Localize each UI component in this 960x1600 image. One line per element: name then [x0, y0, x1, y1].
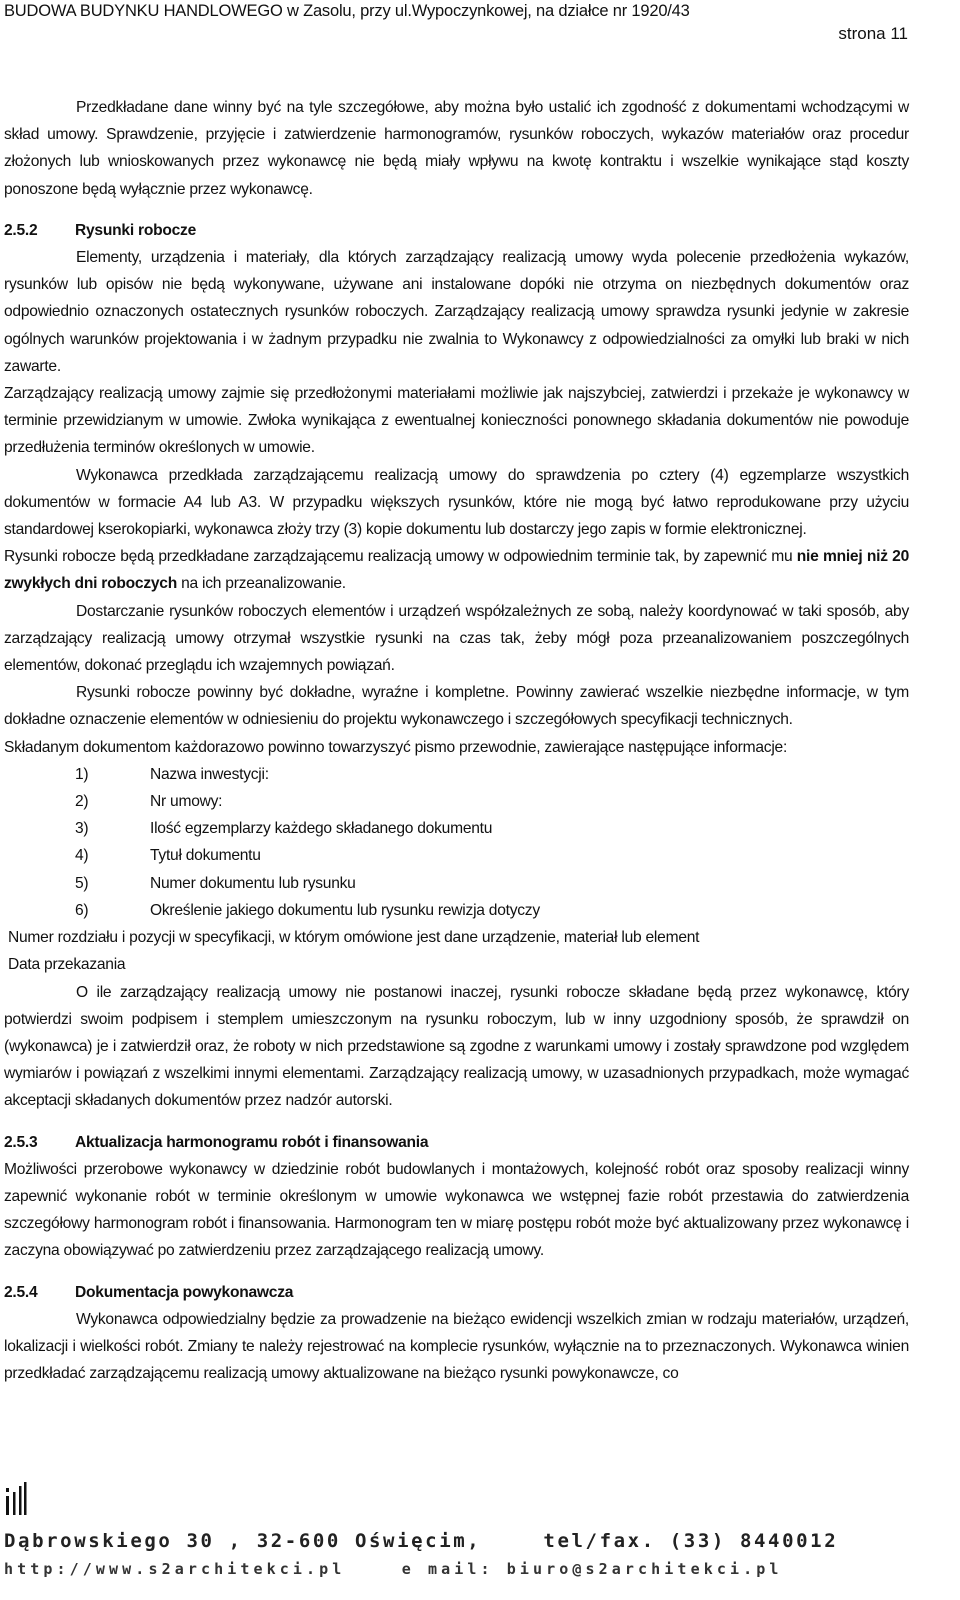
page-footer	[0, 1468, 960, 1600]
list-text: Ilość egzemplarzy każdego składanego dokumentu	[150, 820, 493, 838]
section-number: 2.5.4	[4, 1283, 38, 1301]
page-number: strona 11	[838, 24, 908, 43]
list-item	[4, 842, 909, 869]
paragraph	[4, 543, 909, 597]
footer-email-link[interactable]: e mail: biuro@s2architekci.pl	[401, 1560, 783, 1578]
list-number: 2)	[75, 793, 89, 811]
list-text: Nr umowy:	[150, 793, 223, 811]
paragraph: Wykonawca odpowiedzialny będzie za prowadzenie na bieżąco ewidencji wszelkich zmian w rodzaju materiałów, urządzeń, lokalizacji i wielkości robót. Zmiany te należy rejestrować na komplecie rysunków, wyłącznie na to przeznaczonych. Wykonawca winien przedkładać zarządzającemu realizacją umowy aktualizowane na bieżąco rysunki powykonawcze, co	[4, 1310, 909, 1383]
paragraph: Składanym dokumentom każdorazowo powinno towarzyszyć pismo przewodnie, zawierające następujące informacje:	[4, 738, 788, 756]
section-heading-2-5-2	[4, 217, 909, 244]
list-text: Numer dokumentu lub rysunku	[150, 874, 356, 892]
paragraph-text: Rysunki robocze będą przedkładane zarządzającemu realizacją umowy w odpowiednim terminie tak, by zapewnić mu	[4, 548, 797, 566]
paragraph: Wykonawca przedkłada zarządzającemu realizacją umowy do sprawdzenia po cztery (4) egzemplarze wszystkich dokumentów w formacie A4 lub A3. W przypadku większych rysunków, które nie mogą być łatwo reprodukowane przy użyciu standardowej kserokopiarki, wykonawca złoży trzy (3) kopie dokumentu lub dostarczy jego zapis w formie elektronicznej.	[4, 466, 909, 539]
footer-website-link[interactable]: http://www.s2architekci.pl	[4, 1560, 346, 1578]
list-text: Określenie jakiego dokumentu lub rysunku rewizja dotyczy	[150, 901, 540, 919]
footer-contact	[4, 1530, 838, 1552]
list-item	[4, 870, 909, 897]
paragraph: Możliwości przerobowe wykonawcy w dziedzinie robót budowlanych i montażowych, kolejność robót oraz sposoby realizacji winny zapewnić wykonanie robót w terminie określonym w umowie wykonawca we wstępnej fazie robót przestawia do zatwierdzenia szczegółowy harmonogram robót i finansowania. Harmonogram ten w miarę postępu robót może być aktualizowany przez wykonawcę i zaczyna obowiązywać po zatwierdzeniu przez zarządzającego realizacją umowy.	[4, 1160, 909, 1260]
footer-address: Dąbrowskiego 30 , 32-600 Oświęcim,	[4, 1530, 482, 1552]
list-number: 6)	[75, 901, 89, 919]
list-number: 1)	[75, 765, 89, 783]
list-number: 4)	[75, 847, 89, 865]
document-body	[4, 94, 909, 1387]
section-heading-2-5-4	[4, 1279, 909, 1306]
numbered-list	[4, 761, 909, 924]
section-title: Dokumentacja powykonawcza	[75, 1283, 294, 1301]
footer-web	[4, 1560, 782, 1578]
footer-phone: tel/fax. (33) 8440012	[543, 1530, 839, 1552]
section-title: Aktualizacja harmonogramu robót i finansowania	[75, 1133, 429, 1151]
list-extra-line: Data przekazania	[8, 956, 126, 974]
paragraph: Dostarczanie rysunków roboczych elementów i urządzeń współzależnych ze sobą, należy koordynować w taki sposób, aby zarządzający realizacją umowy otrzymał wszystkie rysunki na czas tak, żeby mógł poza przeanalizowaniem poszczególnych elementów, dokonać przeglądu ich wzajemnych powiązań.	[4, 602, 909, 675]
paragraph: O ile zarządzający realizacją umowy nie postanowi inaczej, rysunki robocze składane będą przez wykonawcę, który potwierdzi swoim podpisem i stemplem umieszczonym na rysunku roboczym, lub w inny uzgodniony sposób, że sprawdził on (wykonawca) je i zatwierdził oraz, że roboty w nich przedstawione są zgodne z warunkami umowy i zostały sprawdzone pod względem wymiarów i powiązań z wszelkimi innymi elementami. Zarządzający realizacją umowy, w uzasadnionych przypadkach, może wymagać akceptacji składanych dokumentów przez nadzór autorski.	[4, 983, 909, 1110]
list-item	[4, 815, 909, 842]
paragraph: Elementy, urządzenia i materiały, dla których zarządzający realizacją umowy wyda polecenie przedłożenia wykazów, rysunków lub opisów nie będą wykonywane, używane ani instalowane dopóki nie otrzyma on niezbędnych dokumentów oraz odpowiednio oznaczonych ostatecznych rysunków roboczych. Zarządzający realizacją umowy sprawdza rysunki jedynie w zakresie ogólnych warunków projektowania i w żadnym przypadku nie zwalnia to Wykonawcy z odpowiedzialności za omyłki lub braki w nich zawarte.	[4, 249, 909, 375]
section-title: Rysunki robocze	[75, 221, 197, 239]
paragraph-text: na ich przeanalizowanie.	[177, 575, 346, 593]
list-extra-line: Numer rozdziału i pozycji w specyfikacji, w którym omówione jest dane urządzenie, materiał lub element	[8, 929, 700, 947]
section-heading-2-5-3	[4, 1129, 909, 1156]
list-item	[4, 788, 909, 815]
list-number: 3)	[75, 820, 89, 838]
document-title: BUDOWA BUDYNKU HANDLOWEGO w Zasolu, przy ul.Wypoczynkowej, na działce nr 1920/43	[4, 2, 690, 20]
list-item	[4, 897, 909, 924]
list-text: Tytuł dokumentu	[150, 847, 261, 865]
list-number: 5)	[75, 874, 89, 892]
company-logo-icon	[4, 1482, 28, 1516]
emphasis-text: nie mniej niż 20 zwykłych dni roboczych	[4, 548, 909, 593]
section-number: 2.5.3	[4, 1133, 38, 1151]
paragraph: Rysunki robocze powinny być dokładne, wyraźne i kompletne. Powinny zawierać wszelkie niezbędne informacje, w tym dokładne oznaczenie elementów w odniesieniu do projektu wykonawczego i szczegółowych specyfikacji technicznych.	[4, 684, 909, 729]
list-text: Nazwa inwestycji:	[150, 765, 269, 783]
paragraph: Zarządzający realizacją umowy zajmie się przedłożonymi materiałami możliwie jak najszybciej, zatwierdzi i przekaże je wykonawcy w terminie przewidzianym w umowie. Zwłoka wynikająca z ewentualnej konieczności ponownego składania dokumentów nie powoduje przedłużenia terminów określonych w umowie.	[4, 385, 909, 457]
section-number: 2.5.2	[4, 221, 38, 239]
intro-paragraph: Przedkładane dane winny być na tyle szczegółowe, aby można było ustalić ich zgodność z dokumentami wchodzącymi w skład umowy. Sprawdzenie, przyjęcie i zatwierdzenie harmonogramów, rysunków roboczych, wykazów materiałów oraz procedur złożonych lub wnioskowanych przez wykonawcę nie będą miały wpływu na kwotę kontraktu i wszelkie wynikające stąd koszty ponoszone będą wyłącznie przez wykonawcę.	[4, 99, 909, 198]
list-item	[4, 761, 909, 788]
